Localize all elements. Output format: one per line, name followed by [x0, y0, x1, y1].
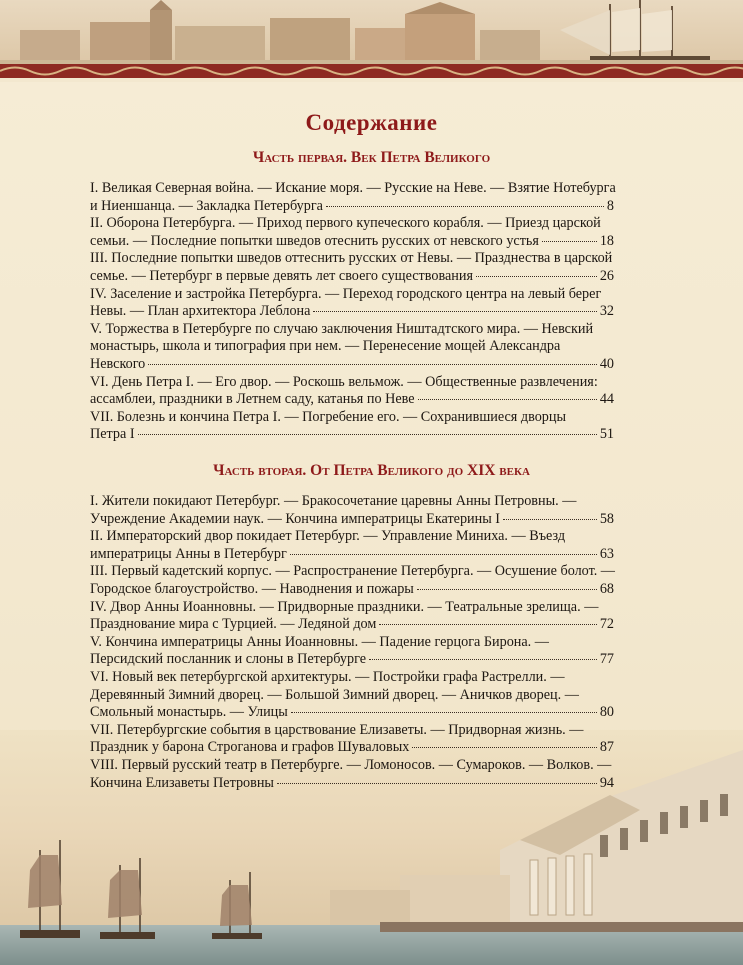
toc-entry-last-line [90, 775, 614, 793]
toc-entry-line: V. Торжества в Петербурге по случаю заключения Ништадтского мира. — Невский [90, 320, 594, 337]
dot-leader [417, 589, 597, 590]
toc-entry-line: I. Жители покидают Петербург. — Бракосочетание царевны Анны Петровны. — [90, 493, 577, 509]
dot-leader [476, 276, 597, 277]
toc-entry-last-line [90, 546, 614, 564]
dot-leader [503, 519, 597, 520]
dot-leader [418, 399, 597, 400]
toc-entry-text: Невы. — План архитектора Леблона [90, 303, 311, 320]
page-number: 80 [599, 704, 614, 721]
toc-entry-line: IV. Двор Анны Иоанновны. — Придворные праздники. — Театральные зрелища. — [90, 598, 599, 615]
dot-leader [290, 554, 597, 555]
toc-entry [90, 528, 614, 563]
toc-entry-last-line [90, 198, 614, 216]
toc-entry [90, 409, 614, 444]
toc-entry-text: Смольный монастырь. — Улицы [90, 704, 288, 721]
page-number: 44 [599, 391, 614, 408]
dot-leader [326, 206, 604, 207]
dot-leader [291, 712, 597, 713]
toc-entry-last-line [90, 511, 614, 529]
top-banner-illustration [0, 0, 743, 82]
page-number: 68 [599, 580, 614, 597]
toc-entry-last-line [90, 651, 614, 669]
part-heading: Часть вторая. От Петра Великого до XIX века [213, 462, 530, 479]
toc-entry-text: Городское благоустройство. — Наводнения и пожары [90, 580, 414, 597]
page-number: 18 [599, 232, 614, 249]
dot-leader [313, 311, 596, 312]
toc-entry-last-line [90, 739, 614, 757]
toc-entry-last-line [90, 303, 614, 321]
toc-entry [90, 757, 614, 792]
toc-entry-last-line [90, 356, 614, 374]
toc-entry-last-line [90, 581, 614, 599]
toc-entry-text: Кончина Елизаветы Петровны [90, 774, 274, 791]
toc-entry [90, 215, 614, 250]
toc-entry-line: II. Оборона Петербурга. — Приход первого купеческого корабля. — Приезд царской [90, 215, 601, 232]
dot-leader [369, 659, 597, 660]
toc-entry [90, 599, 614, 634]
page-number: 87 [599, 739, 614, 756]
toc-entry-text: и Ниеншанца. — Закладка Петербурга [90, 197, 323, 214]
toc-entry-text: семье. — Петербург в первые девять лет своего существования [90, 267, 473, 284]
dot-leader [412, 747, 596, 748]
toc-entry-last-line [90, 616, 614, 634]
toc-entry-line: VI. Новый век петербургской архитектуры. — Постройки графа Растрелли. — [90, 668, 565, 685]
toc-entry-line: Деревянный Зимний дворец. — Большой Зимний дворец. — Аничков дворец. — [90, 686, 579, 703]
toc-entry-last-line [90, 233, 614, 251]
toc-entry-line: IV. Заселение и застройка Петербурга. — Переход городского центра на левый берег [90, 285, 602, 302]
page-number: 58 [599, 510, 614, 527]
page-number: 40 [599, 355, 614, 372]
dot-leader [138, 434, 597, 435]
page-number: 72 [599, 616, 614, 633]
toc-entry-last-line [90, 391, 614, 409]
toc-entry-last-line [90, 704, 614, 722]
toc-entry [90, 180, 614, 215]
toc-entry [90, 286, 614, 321]
dot-leader [542, 241, 597, 242]
toc-entry-text: Персидский посланник и слоны в Петербурге [90, 651, 367, 668]
page-number: 77 [599, 651, 614, 668]
toc-entry [90, 374, 614, 409]
page-number: 32 [599, 303, 614, 320]
toc-list [90, 180, 614, 444]
toc-entry-last-line [90, 426, 614, 444]
toc-entry-line: VIII. Первый русский театр в Петербурге. — Ломоносов. — Сумароков. — Волков. — [90, 756, 612, 773]
toc-entry-last-line [90, 268, 614, 286]
toc-entry-line: VI. День Петра I. — Его двор. — Роскошь вельмож. — Общественные развлечения: [90, 373, 598, 390]
page-number: 94 [599, 774, 614, 791]
toc-entry [90, 563, 614, 598]
toc-entry [90, 634, 614, 669]
toc-entry-text: Петра I [90, 426, 135, 443]
dot-leader [379, 624, 596, 625]
toc-entry-text: императрицы Анны в Петербург [90, 545, 287, 562]
toc-entry [90, 669, 614, 722]
toc-entry-line: монастырь, школа и типография при нем. — Перенесение мощей Александра [90, 338, 561, 355]
toc-entry-text: Праздник у барона Строганова и графов Шуваловых [90, 739, 410, 756]
toc-entry [90, 250, 614, 285]
toc-entry [90, 722, 614, 757]
toc-entry-line: VII. Болезнь и кончина Петра I. — Погребение его. — Сохранившиеся дворцы [90, 408, 567, 425]
part-heading: Часть первая. Век Петра Великого [252, 149, 491, 166]
page-number: 51 [599, 426, 614, 443]
toc-entry-text: Учреждение Академии наук. — Кончина императрицы Екатерины I [90, 510, 501, 527]
toc-entry-text: ассамблеи, праздники в Летнем саду, катанья по Неве [90, 391, 415, 408]
dot-leader [148, 364, 597, 365]
toc-entry [90, 321, 614, 374]
toc-entry-line: I. Великая Северная война. — Искание моря. — Русские на Неве. — Взятие Нотебурга [90, 180, 616, 196]
page-number: 26 [599, 267, 614, 284]
page-title: Содержание [305, 110, 438, 135]
toc-entry-line: III. Последние попытки шведов оттеснить русских от Невы. — Празднества в царской [90, 250, 613, 267]
toc-entry-text: Празднование мира с Турцией. — Ледяной дом [90, 616, 377, 633]
toc-entry-line: V. Кончина императрицы Анны Иоанновны. — Падение герцога Бирона. — [90, 633, 549, 650]
page-number: 63 [599, 545, 614, 562]
toc-entry-line: II. Императорский двор покидает Петербург. — Управление Миниха. — Въезд [90, 528, 566, 545]
toc-entry-text: семьи. — Последние попытки шведов отеснить русских от невского устья [90, 232, 539, 249]
toc-list [90, 493, 614, 792]
toc-entry [90, 493, 614, 528]
toc-entry-text: Невского [90, 355, 146, 372]
page-number: 8 [606, 197, 614, 214]
toc-entry-line: VII. Петербургские события в царствование Елизаветы. — Придворная жизнь. — [90, 721, 584, 738]
dot-leader [277, 783, 597, 784]
toc-entry-line: III. Первый кадетский корпус. — Распространение Петербурга. — Осушение болот. — [90, 563, 615, 580]
